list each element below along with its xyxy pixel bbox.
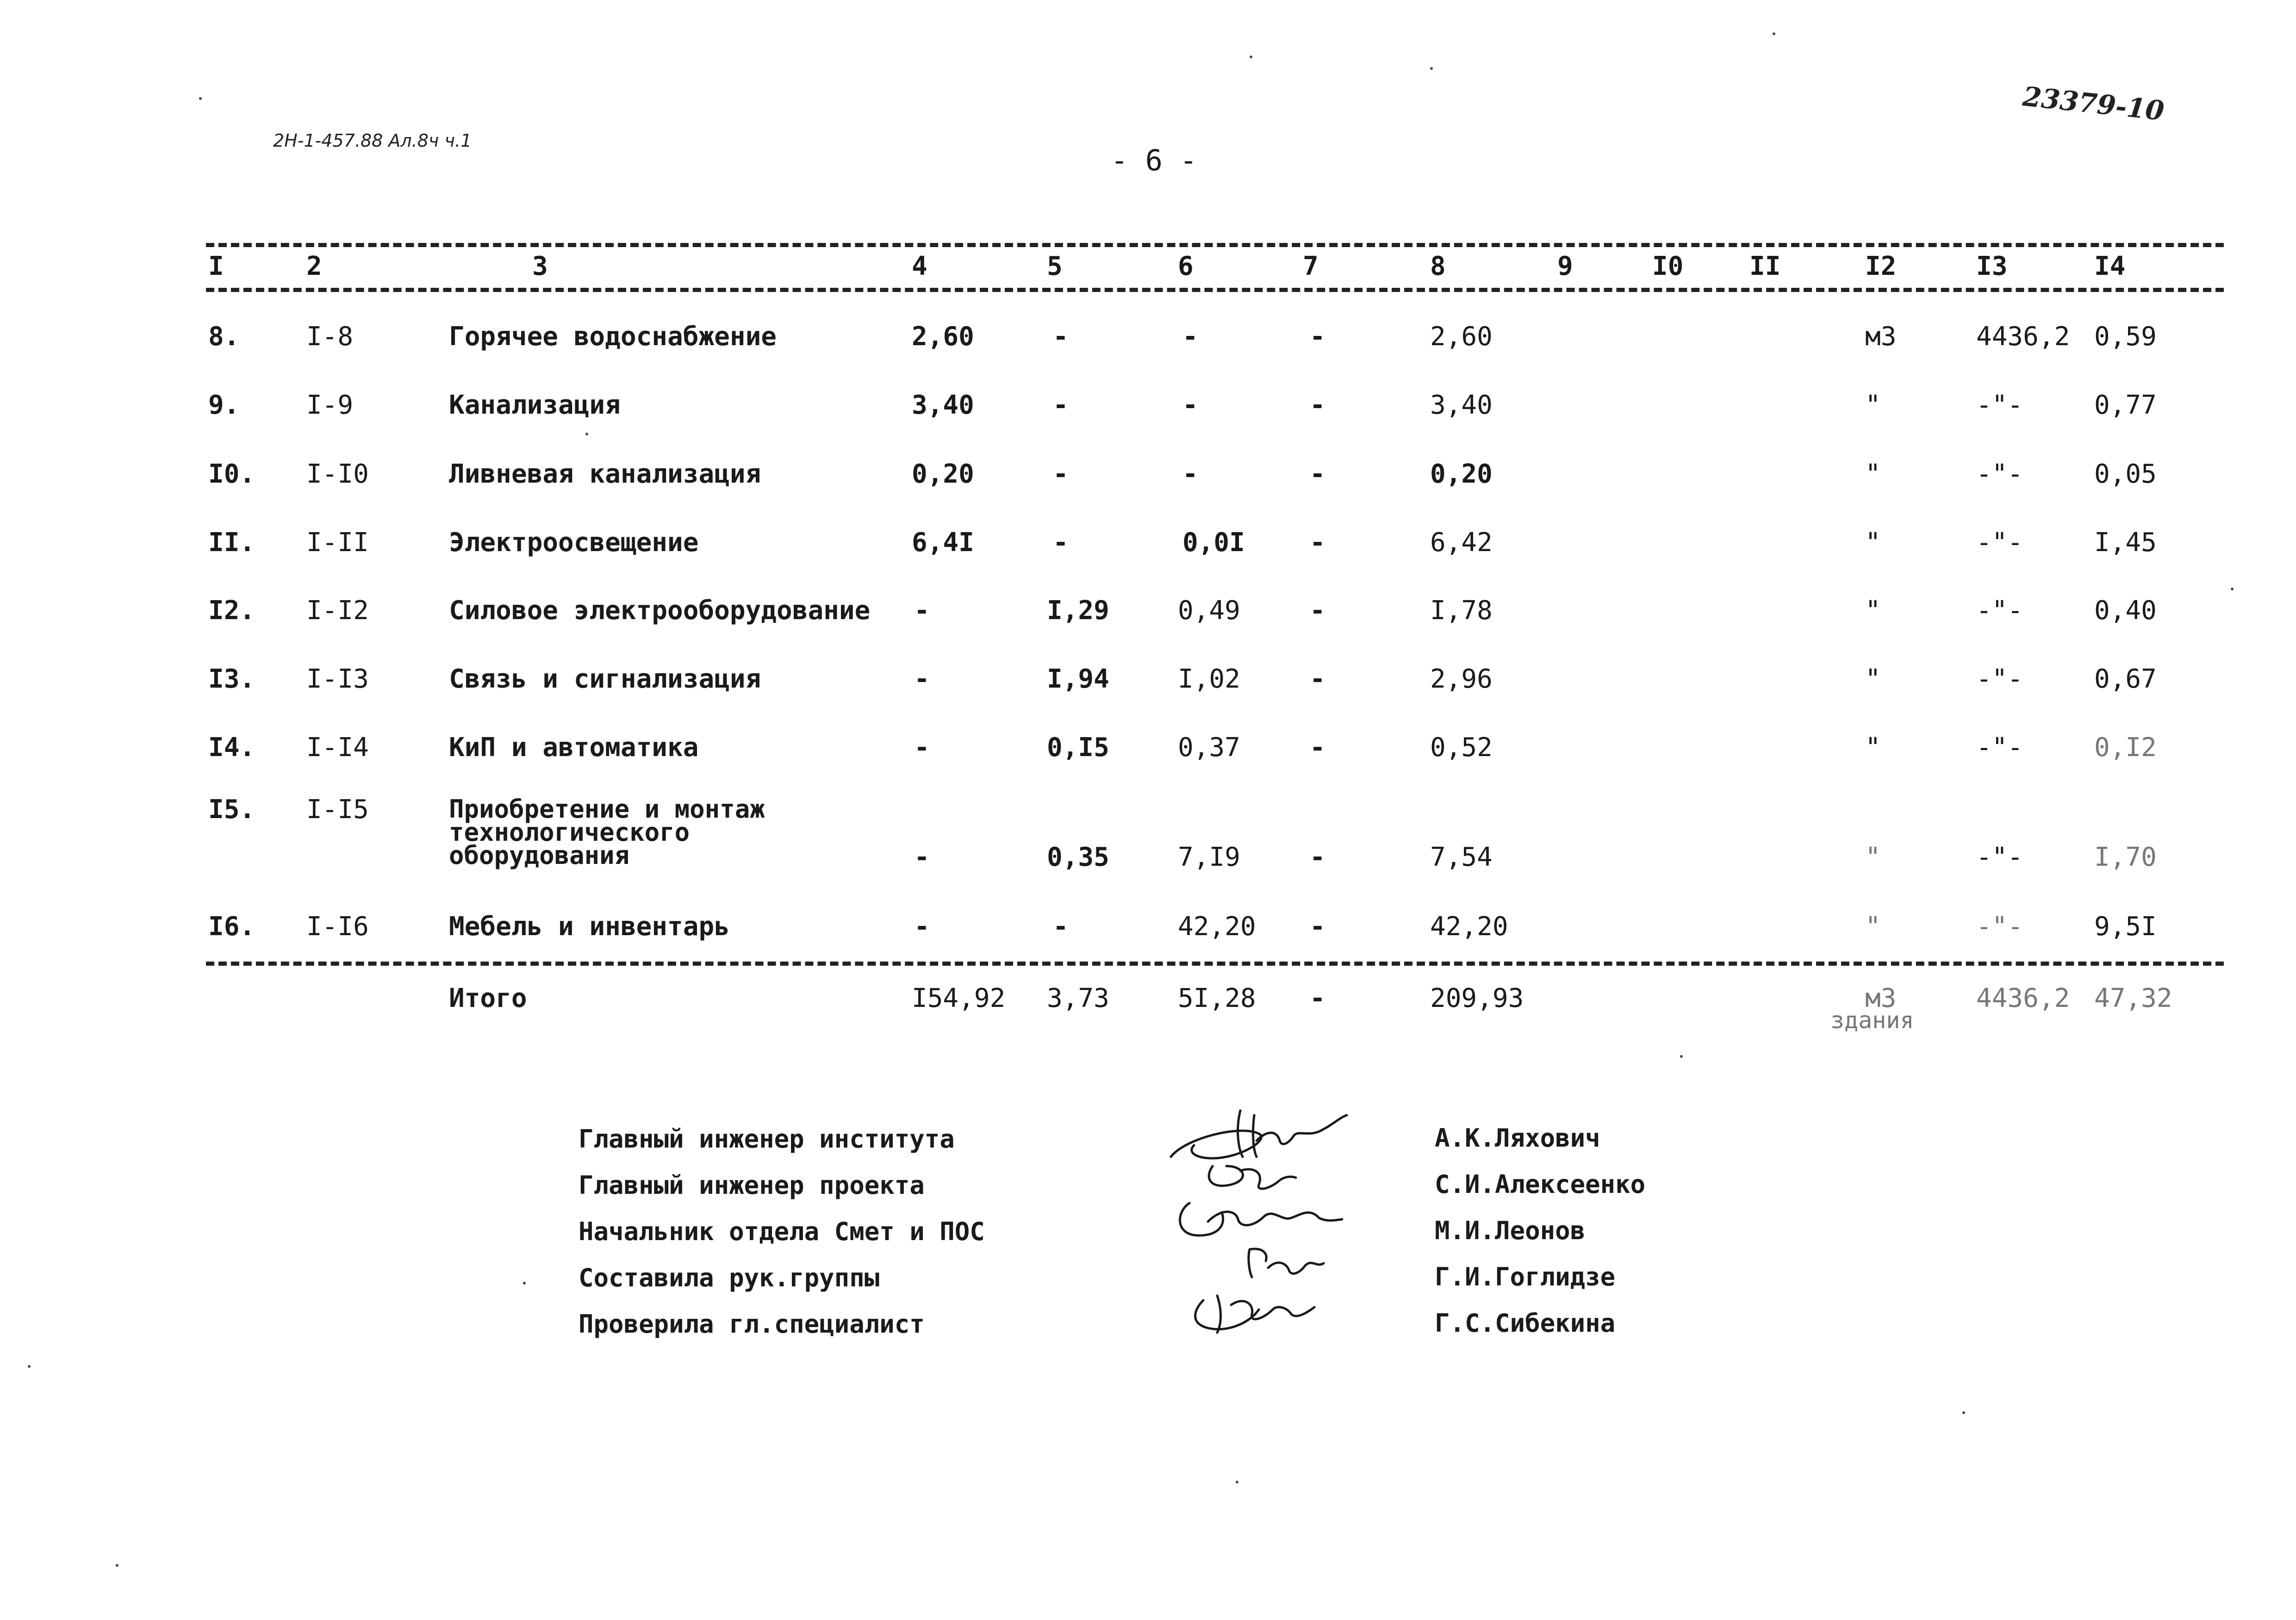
- signatory-name: Г.И.Гоглидзе: [1435, 1262, 1616, 1291]
- column-number: 4: [912, 251, 927, 281]
- column-number: I: [208, 251, 224, 281]
- description-line: технологического: [449, 818, 690, 847]
- cell-col14: 0,67: [2094, 664, 2157, 694]
- cell-col14: I,70: [2094, 842, 2157, 872]
- cell-col13: -"-: [1976, 842, 2023, 872]
- cell-col6: 0,49: [1178, 596, 1240, 626]
- cell-col8: 7,54: [1430, 842, 1493, 872]
- cell-col4: -: [914, 912, 930, 942]
- row-description: Мебель и инвентарь: [449, 912, 730, 942]
- cell-col6: 7,I9: [1178, 842, 1240, 872]
- cell-col4: -: [914, 664, 930, 694]
- cell-col7: -: [1310, 912, 1325, 942]
- cell-col5: 0,35: [1047, 842, 1109, 872]
- cell-col13: -"-: [1976, 528, 2023, 558]
- signatory-role: Начальник отдела Смет и ПОС: [579, 1217, 985, 1246]
- cell-col8: 0,52: [1430, 732, 1493, 763]
- column-number: 6: [1178, 251, 1194, 281]
- row-code: I-I3: [306, 664, 369, 694]
- cell-col8: 6,42: [1430, 528, 1493, 558]
- row-description: КиП и автоматика: [449, 732, 699, 763]
- cell-col7: -: [1310, 459, 1325, 489]
- signatory-name: Г.С.Сибекина: [1435, 1309, 1616, 1338]
- cell-col13: -"-: [1976, 596, 2023, 626]
- cell-col8: 2,96: [1430, 664, 1493, 694]
- column-number: I3: [1976, 251, 2008, 281]
- table-header-rule: [206, 288, 2224, 292]
- cell-col14: 0,59: [2094, 322, 2157, 352]
- column-number: II: [1749, 251, 1781, 281]
- column-number: 2: [306, 251, 322, 281]
- cell-col14: 0,05: [2094, 459, 2157, 489]
- row-description: Горячее водоснабжение: [449, 322, 777, 352]
- signatory-name: М.И.Леонов: [1435, 1216, 1586, 1245]
- cell-col14: 0,77: [2094, 390, 2157, 420]
- cell-col8: 42,20: [1430, 912, 1508, 942]
- cell-col6: -: [1182, 390, 1198, 420]
- column-number: 8: [1430, 251, 1446, 281]
- archive-number-stamp: 23379-10: [2021, 81, 2166, 127]
- cell-col5: -: [1053, 528, 1069, 558]
- row-code: I-I2: [306, 596, 369, 626]
- cell-col13: 4436,2: [1976, 322, 2070, 352]
- signatory-role: Проверила гл.специалист: [579, 1310, 925, 1339]
- total-col7: -: [1310, 983, 1325, 1013]
- cell-col7: -: [1310, 596, 1325, 626]
- row-code: I-I5: [306, 794, 369, 825]
- cell-col7: -: [1310, 664, 1325, 694]
- signatory-role: Главный инженер института: [579, 1124, 955, 1154]
- cell-col6: -: [1182, 322, 1198, 352]
- cell-col13: -"-: [1976, 390, 2023, 420]
- cell-col4: 0,20: [912, 459, 974, 489]
- cell-unit: ": [1865, 596, 1881, 626]
- signatory-role: Составила рук.группы: [579, 1263, 880, 1292]
- cell-unit: м3: [1865, 322, 1897, 352]
- cell-col7: -: [1310, 528, 1325, 558]
- total-unit: м3: [1865, 983, 1897, 1013]
- cell-col13: -"-: [1976, 664, 2023, 694]
- cell-col13: -"-: [1976, 912, 2023, 942]
- row-description: Силовое электрооборудование: [449, 596, 871, 626]
- cell-col4: -: [914, 842, 930, 872]
- cell-col6: 0,37: [1178, 732, 1240, 763]
- row-description: Электроосвещение: [449, 528, 699, 558]
- row-description: Связь и сигнализация: [449, 664, 761, 694]
- cell-col7: -: [1310, 842, 1325, 872]
- page-number: - 6 -: [1111, 143, 1197, 177]
- cell-unit: ": [1865, 732, 1881, 763]
- column-number: I2: [1865, 251, 1897, 281]
- row-number: I5.: [208, 794, 255, 825]
- row-description: [449, 794, 765, 870]
- cell-unit: ": [1865, 842, 1881, 872]
- total-unit-qualifier: здания: [1830, 1007, 1914, 1034]
- description-line: Приобретение и монтаж: [449, 794, 765, 824]
- row-description: Канализация: [449, 390, 621, 420]
- table-top-rule: [206, 243, 2224, 247]
- cell-col5: I,29: [1047, 596, 1109, 626]
- column-number: I0: [1652, 251, 1684, 281]
- cell-col5: -: [1053, 390, 1069, 420]
- row-number: I0.: [208, 459, 255, 489]
- cell-unit: ": [1865, 912, 1881, 942]
- row-code: I-9: [306, 390, 354, 420]
- cell-unit: ": [1865, 459, 1881, 489]
- row-number: I6.: [208, 912, 255, 942]
- row-code: I-I6: [306, 912, 369, 942]
- row-number: 8.: [208, 322, 240, 352]
- handwritten-signatures: [1157, 1097, 1416, 1356]
- cell-col8: I,78: [1430, 596, 1493, 626]
- cell-col8: 2,60: [1430, 322, 1493, 352]
- signatory-name: С.И.Алексеенко: [1435, 1170, 1646, 1199]
- cell-col6: 0,0I: [1182, 528, 1245, 558]
- row-number: II.: [208, 528, 255, 558]
- cell-col5: I,94: [1047, 664, 1109, 694]
- total-col4: I54,92: [912, 983, 1006, 1013]
- cell-col5: -: [1053, 459, 1069, 489]
- cell-col7: -: [1310, 322, 1325, 352]
- row-code: I-I0: [306, 459, 369, 489]
- row-number: I4.: [208, 732, 255, 763]
- cell-col4: -: [914, 732, 930, 763]
- total-col14: 47,32: [2094, 983, 2172, 1013]
- row-code: I-8: [306, 322, 354, 352]
- cell-col6: I,02: [1178, 664, 1240, 694]
- cell-col4: -: [914, 596, 930, 626]
- cell-col5: -: [1053, 322, 1069, 352]
- column-number: 5: [1047, 251, 1063, 281]
- document-code-stamp: 2Н-1-457.88 Ал.8ч ч.1: [273, 130, 472, 151]
- cell-unit: ": [1865, 390, 1881, 420]
- cell-col14: 9,5I: [2094, 912, 2157, 942]
- cell-col13: -"-: [1976, 732, 2023, 763]
- cell-col6: -: [1182, 459, 1198, 489]
- row-code: I-II: [306, 528, 369, 558]
- cell-col14: I,45: [2094, 528, 2157, 558]
- total-col6: 5I,28: [1178, 983, 1256, 1013]
- cell-col13: -"-: [1976, 459, 2023, 489]
- column-number: 9: [1557, 251, 1573, 281]
- cell-col4: 6,4I: [912, 528, 974, 558]
- total-col13: 4436,2: [1976, 983, 2070, 1013]
- total-col5: 3,73: [1047, 983, 1109, 1013]
- cell-col6: 42,20: [1178, 912, 1256, 942]
- cell-col14: 0,40: [2094, 596, 2157, 626]
- row-code: I-I4: [306, 732, 369, 763]
- signatory-role: Главный инженер проекта: [579, 1171, 925, 1200]
- cell-col7: -: [1310, 390, 1325, 420]
- total-col8: 209,93: [1430, 983, 1524, 1013]
- cell-col5: 0,I5: [1047, 732, 1109, 763]
- cell-col5: -: [1053, 912, 1069, 942]
- table-total-rule: [206, 962, 2224, 966]
- column-number: I4: [2094, 251, 2126, 281]
- row-number: I3.: [208, 664, 255, 694]
- cell-col14: 0,I2: [2094, 732, 2157, 763]
- cell-col4: 3,40: [912, 390, 974, 420]
- cell-col8: 3,40: [1430, 390, 1493, 420]
- description-line: оборудования: [449, 841, 630, 870]
- cell-unit: ": [1865, 528, 1881, 558]
- total-label: Итого: [449, 983, 527, 1013]
- cell-col4: 2,60: [912, 322, 974, 352]
- column-number: 3: [532, 251, 548, 281]
- row-number: 9.: [208, 390, 240, 420]
- signatory-name: А.К.Ляхович: [1435, 1123, 1600, 1153]
- row-description: Ливневая канализация: [449, 459, 761, 489]
- cell-col7: -: [1310, 732, 1325, 763]
- cell-col8: 0,20: [1430, 459, 1493, 489]
- cell-unit: ": [1865, 664, 1881, 694]
- column-number: 7: [1303, 251, 1319, 281]
- row-number: I2.: [208, 596, 255, 626]
